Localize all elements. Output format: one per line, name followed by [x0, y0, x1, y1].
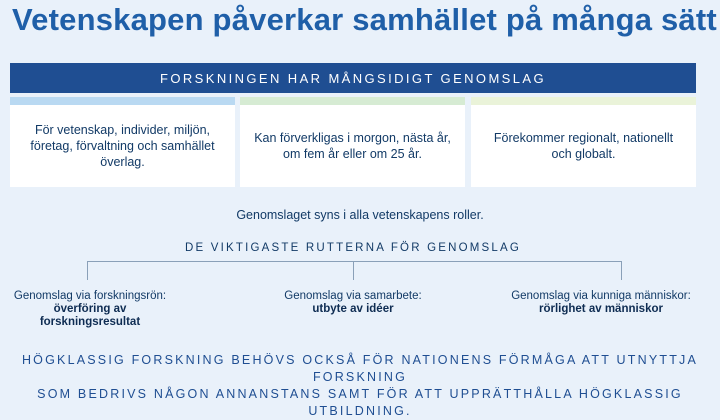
card-text: Kan förverkligas i morgon, nästa år, om fem år eller om 25 år.	[254, 131, 451, 161]
connector-branch-left	[87, 261, 88, 280]
connector-branch-right	[621, 261, 622, 280]
route-value: utbyte av idéer	[312, 303, 394, 315]
route-value: rörlighet av människor	[539, 303, 663, 315]
route-research-results	[10, 290, 170, 329]
page-title: Vetenskapen påverkar samhället på många sätt	[12, 2, 717, 37]
card-color-strip	[10, 97, 235, 105]
card-color-strip	[240, 97, 465, 105]
route-label: Genomslag via samarbete:	[284, 290, 422, 302]
connector-horizontal-line	[87, 261, 622, 262]
route-value: överföring av forskningsresultat	[39, 303, 141, 328]
routes-heading: DE VIKTIGASTE RUTTERNA FÖR GENOMSLAG	[184, 242, 522, 254]
banner-heading: FORSKNINGEN HAR MÅNGSIDIGT GENOMSLAG	[10, 63, 696, 93]
connector-branch-center	[353, 261, 354, 280]
route-people	[501, 290, 701, 316]
card-text: Förekommer regionalt, nationellt och globalt.	[493, 131, 674, 161]
card-text: För vetenskap, individer, miljön, företag, förvaltning och samhället överlag.	[30, 123, 215, 169]
card-color-strip	[471, 97, 696, 105]
info-card-scope	[10, 97, 235, 187]
caption: Genomslaget syns i alla vetenskapens roller.	[236, 208, 484, 222]
route-collaboration	[273, 290, 433, 316]
info-card-geography	[471, 97, 696, 187]
route-label: Genomslag via forskningsrön:	[13, 290, 167, 302]
footer-line-2: SOM BEDRIVS NÅGON ANNANSTANS SAMT FÖR ATT UPPRÄTTHÅLLA HÖGKLASSIG UTBILDNING.	[37, 387, 683, 418]
footer-line-1: HÖGKLASSIG FORSKNING BEHÖVS OCKSÅ FÖR NATIONENS FÖRMÅGA ATT UTNYTTJA FORSKNING	[21, 353, 699, 384]
routes-connector	[0, 258, 720, 282]
info-card-time	[240, 97, 465, 187]
route-label: Genomslag via kunniga människor:	[511, 290, 691, 302]
footer-statement	[0, 352, 720, 420]
